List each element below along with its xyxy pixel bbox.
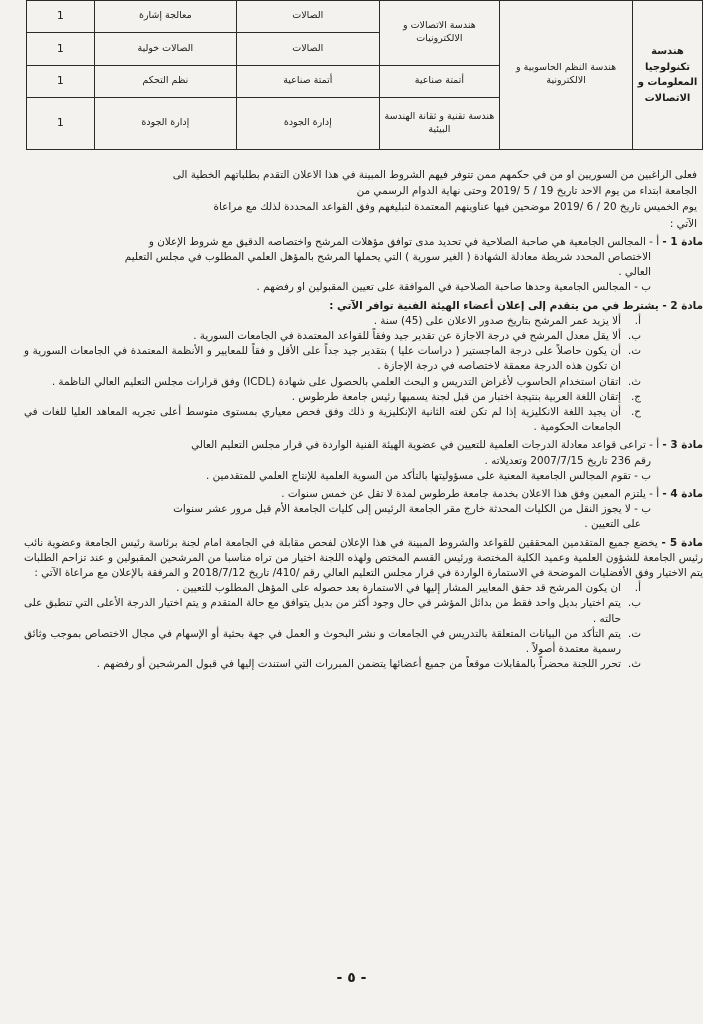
table-cell: معالجة إشارة <box>94 1 236 33</box>
list-item-text: ان يكون المرشح قد حقق المعايير المشار إليها في الاستمارة بعد حصوله على المؤهل المطلوب للتعيين . <box>176 582 621 595</box>
list-item <box>24 344 703 374</box>
intro-line: الآتي : <box>669 217 697 230</box>
table-cell: إدارة الجودة <box>237 98 379 150</box>
article-text: رقم 236 تاريخ 2007/7/15 وتعديلاته . <box>484 454 651 467</box>
list-item-marker: ج. <box>630 390 641 403</box>
section-cell: هندسة تكنولوجيا المعلومات و الاتصالات <box>633 1 703 150</box>
article-title: يشترط في من يتقدم إلى إعلان أعضاء الهيئة الفنية توافر الآتي : <box>329 299 659 312</box>
table-cell: أتمتة صناعية <box>237 65 379 97</box>
article-text: ب - المجالس الجامعية وحدها صاحبة الصلاحية في الموافقة على تعيين المقبولين او رفضهم . <box>256 281 651 294</box>
list-item-marker: ث. <box>627 375 641 388</box>
article-text: أ - يلتزم المعين وفق هذا الاعلان بخدمة جامعة طرطوس لمدة لا تقل عن خمس سنوات . <box>281 488 660 501</box>
list-item-marker: ب. <box>627 597 641 610</box>
list-item-text: تحرر اللجنة محضراً بالمقابلات موقعاً من جميع أعضائها يتضمن المبررات التي استندت إليها في قبول المرشحين أو رفضهم . <box>96 658 621 671</box>
table-cell: 1 <box>27 65 95 97</box>
intro-line: فعلى الراغبين من السوريين او من في حكمهم ممن تتوفر فيهم الشروط المبينة في هذا الاعلان التقدم بطلباتهم الخطية الى <box>172 169 697 181</box>
table-cell: 1 <box>27 1 95 33</box>
list-item-text: اتقان استخدام الحاسوب لأغراض التدريس و البحث العلمي بالحصول على شهادة (ICDL) وفق قرارات مجلس التعليم العالي الناظمة . <box>51 375 621 388</box>
article-5 <box>24 536 703 673</box>
article-2 <box>24 299 703 436</box>
intro-paragraph <box>24 168 703 232</box>
list-item <box>24 627 703 657</box>
list-item-marker: ث. <box>627 658 641 671</box>
article-text: يخضع جميع المتقدمين المحققين للقواعد والشروط المبينة في هذا الإعلان لفحص مقابلة في الجامعة امام لجنة برئاسة رئيس الجامعة وعضوية نائب رئيس الجامعة للشؤون العلمية وعميد الكلية المختصة ورئيس القسم المختص ولهذه اللجنة اختيار من تراه مناسبا من المرشحين المقبولين و عند تزاحم الطلبات يتم الاختيار وفق الأفضليات الموضحة في الاستمارة الواردة في قرار مجلس التعليم العالي رقم /410/ تاريخ 2018/7/12 و المرفقة بالإعلان مع مراعاة الآتي : <box>24 536 703 580</box>
list-item-marker: ب. <box>627 330 641 343</box>
article-text: ب - لا يجوز النقل من الكليات المحدثة خارج مقر الجامعة الرئيس إلى كليات الجامعة الأم قبل مرور عشر سنوات <box>173 503 651 516</box>
list-item-marker: ت. <box>627 345 641 358</box>
article-text: الاختصاص المحدد شريطة معادلة الشهادة ( الغير سورية ) التي يحملها المرشح بالمؤهل العلمي المطلوب في مجلس التعليم <box>124 251 651 264</box>
list-item <box>24 581 703 596</box>
list-item-text: أن يكون حاصلاً على درجة الماجستير ( دراسات عليا ) بتقدير جيد جداً على الأقل و فقاً للمعايير و الأنظمة المعتمدة في الجامعات السورية و ان تكون هذه الدرجة معمقة لاختصاصه في درجة الإجازة . <box>24 345 621 373</box>
list-item-text: إتقان اللغة العربية بنتيجة اختبار من قبل لجنة يسميها رئيس جامعة طرطوس . <box>291 390 621 403</box>
table-cell: 1 <box>27 98 95 150</box>
table-cell: الصالات <box>237 1 379 33</box>
intro-line: الجامعة ابتداء من يوم الاحد تاريخ 19 / 5 /2019 وحتى نهاية الدوام الرسمي من <box>356 185 697 198</box>
page-number: - ٥ - <box>336 970 367 986</box>
article-label: مادة 2 - <box>662 299 703 312</box>
list-item <box>24 405 703 435</box>
list-item <box>24 596 703 626</box>
article-text: أ - المجالس الجامعية هي صاحبة الصلاحية في تحديد مدى توافق مؤهلات المرشح واختصاصه الدقيق مع شروط الإعلان و <box>148 235 660 248</box>
intro-line: يوم الخميس تاريخ 20 / 6 /2019 موضحين فيها عناوينهم المعتمدة لتبليغهم وفق القواعد المحددة لذلك مع مراعاة <box>213 201 697 214</box>
article-1 <box>24 235 703 296</box>
list-item <box>24 329 703 344</box>
list-item-text: يتم التأكد من البيانات المتعلقة بالتدريس في الجامعات و نشر البحوث و العمل في جهة بحثية أو الإسهام في مجال الاختصاص بموجب وثائق رسمية معتمدة أصولاً . <box>24 627 621 656</box>
list-item-marker: ح. <box>630 406 641 419</box>
specialty-cell: هندسة الاتصالات و الالكترونيات <box>379 1 500 66</box>
list-item-text: ألا يقل معدل المرشح في درجة الاجازة عن تقدير جيد وفقاً للقواعد المعتمدة في الجامعات السورية . <box>193 330 621 343</box>
list-item <box>24 657 703 672</box>
table-cell: نظم التحكم <box>94 65 236 97</box>
list-item-text: ألا يزيد عمر المرشح بتاريخ صدور الاعلان على (45) سنة . <box>373 314 621 327</box>
table-cell: الصالات خولية <box>94 33 236 65</box>
article-text: ب - تقوم المجالس الجامعية المعنية على مسؤوليتها بالتأكد من السوية العلمية للإنتاج العلمي للمتقدمين . <box>206 469 651 482</box>
article-text: العالي . <box>618 266 651 279</box>
table-cell: الصالات <box>237 33 379 65</box>
document-body <box>24 168 703 673</box>
list-item-marker: أ. <box>634 582 641 595</box>
table-cell: 1 <box>27 33 95 65</box>
list-item-marker: أ. <box>634 314 641 327</box>
article-text: على التعيين . <box>584 518 641 531</box>
department-cell: هندسة النظم الحاسوبية و الالكترونية <box>500 1 633 150</box>
article-label: مادة 5 - <box>661 536 703 549</box>
article-label: مادة 3 - <box>662 439 703 452</box>
positions-table <box>26 0 703 150</box>
article-4 <box>24 487 703 533</box>
table-cell: هندسة تقنية و ثقانة الهندسة البيئية <box>379 98 500 150</box>
list-item-text: أن يجيد اللغة الانكليزية إذا لم تكن لغته الثانية الإنكليزية و ذلك وفق فحص معياري بمستوى متوسط أعلى تجريه المعاهد العليا للغات في الجامعات الحكومية . <box>24 406 621 434</box>
article-3 <box>24 438 703 484</box>
list-item-text: يتم اختيار بديل واحد فقط من بدائل المؤشر في حال وجود أكثر من بديل يتوافق مع حالة المتقدم و يتم اختيار الدرجة الأعلى التي تنطبق على حالته . <box>24 597 621 625</box>
table-cell: أتمتة صناعية <box>379 65 500 97</box>
article-label: مادة 4 - <box>662 488 703 501</box>
list-item <box>24 375 703 390</box>
table-cell: إدارة الجودة <box>94 98 236 150</box>
article-text: أ - تراعى قواعد معادلة الدرجات العلمية للتعيين في عضوية الهيئة الفنية الواردة في قرار مجلس التعليم العالي <box>191 439 660 452</box>
list-item <box>24 390 703 405</box>
table-row <box>27 1 703 33</box>
article-label: مادة 1 - <box>662 235 703 248</box>
list-item <box>24 314 703 329</box>
list-item-marker: ت. <box>627 627 641 640</box>
